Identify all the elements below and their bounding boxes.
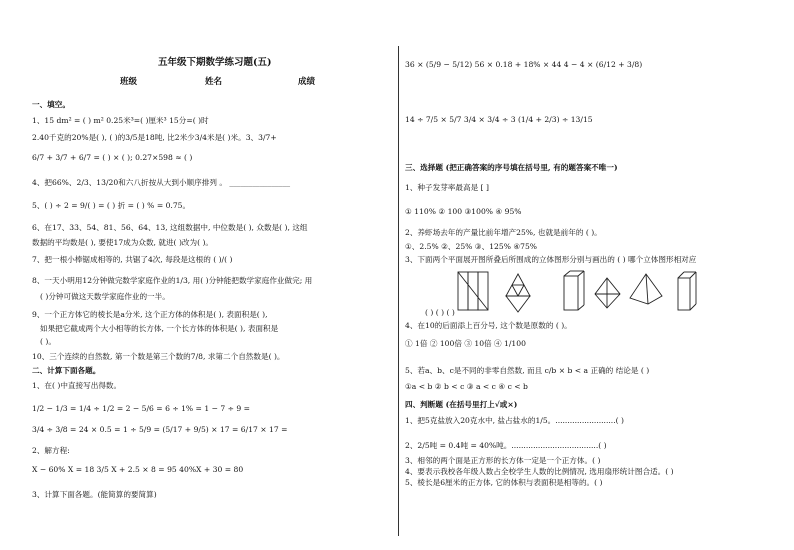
right-line: 1、种子发芽率最高是 [ ] [405,183,489,192]
left-line: 7、把一根小棒锯成相等的, 共锯了4次, 每段是这根的 ( )/( ) [32,255,233,264]
section-choice-heading: 三、选择题 (把正确答案的序号填在括号里, 有的题答案不唯一) [405,163,618,172]
name-label: 姓名 [205,77,223,87]
right-line: ①a < b ② b < c ③ a < c ④ c < b [405,382,528,391]
section-calc-heading: 二、计算下面各题。 [32,366,101,375]
right-line: ( ) ( ) ( ) [425,308,455,317]
left-line: 6/7 + 3/7 + 6/7 = ( ) × ( ); 0.27×598 ≈ ( ) [32,153,193,162]
left-line: ( )。 [40,337,56,346]
page-title: 五年级下期数学练习题(五) [158,57,272,68]
left-line: 3、计算下面各题。(能简算的要简算) [32,490,157,499]
left-line: 2、解方程: [32,446,70,455]
left-line: ( )分钟可做这天数学家庭作业的一半。 [40,292,170,301]
left-line: X − 60% X = 18 3/5 X + 2.5 × 8 = 95 40%X + 30 = 80 [32,465,244,474]
section-judge-heading: 四、判断题 (在括号里打上√或×) [405,400,518,409]
left-line: 如果把它截成两个大小相等的长方体, 一个长方体的体积是( ), 表面积是 [40,324,279,333]
right-line: 4、在10的后面添上百分号, 这个数是原数的 ( )。 [405,321,572,330]
left-line: 数据的平均数是( ), 要使17成为众数, 就进( )改为( )。 [32,238,214,247]
class-label: 班级 [120,77,138,87]
left-line: 8、一天小明用12分钟做完数学家庭作业的1/3, 用( )分钟能把数学家庭作业做完; 用 [32,276,313,285]
right-line: 4、要表示我校各年级人数占全校学生人数的比例情况, 选用扇形统计图合适。( ) [405,467,674,476]
left-line: 1/2 − 1/3 = 1/4 ÷ 1/2 = 2 − 5/6 = 6 ÷ 1% = 1 − 7 ÷ 9 = [32,404,250,413]
left-line: 9、一个正方体它的棱长是a分米, 这个正方体的体积是( ), 表面积是( ), [32,310,268,319]
right-line: 3、下面两个平面展开图所叠后所围成的立体图形分别与画出的 ( ) 哪个立体图形相对应 [405,255,697,264]
section-fill-heading: 一、填空。 [32,100,70,109]
right-line: 5、若a、b、c是不同的非零自然数, 而且 c/b × b < a 正确的 结论是 ( ) [405,366,650,375]
left-line: 1、15 dm² = ( ) m² 0.25米³=( )厘米³ 15分=( )时 [32,116,209,125]
right-line: 1、把5克盐放入20克水中, 盐占盐水的1/5。.........................( ) [405,416,624,425]
right-line: ① 1倍 ② 100倍 ③ 10倍 ④ 1/100 [405,339,526,348]
solid-figures-icon [452,268,712,316]
left-line: 10、三个连续的自然数, 第一个数是第三个数的7/8, 求第二个自然数是( )。 [32,352,285,361]
right-calc-line: 14 ÷ 7/5 × 5/7 3/4 × 3/4 ÷ 3 (1/4 + 2/3) ÷ 13/15 [405,115,593,124]
left-line: 4、把66%、2/3、13/20和六八折按从大到小顺序排列 。 ________________ [32,178,291,187]
left-line: 5、( ) ÷ 2 = 9/( ) = ( ) 折 = ( ) % = 0.75。 [32,201,191,210]
right-line: ①、2.5% ②、25% ③、125% ④75% [405,242,538,251]
right-line: 3、相邻的两个面是正方形的长方体一定是一个正方体。( ) [405,456,601,465]
right-line: 2、养虾场去年的产量比前年增产25%, 也就是前年的 ( )。 [405,228,602,237]
column-divider [398,46,399,536]
left-line: 1、在( )中直接写出得数。 [32,381,122,390]
left-line: 2.40千克的20%是( ), ( )的3/5是18吨, 比2米少3/4米是( )米。3、3/7+ [32,133,277,142]
left-line: 6、在17、33、54、81、56、64、13, 这组数据中, 中位数是( ), 众数是( ), 这组 [32,223,308,232]
right-line: 5、棱长是6厘米的正方体, 它的体积与表面积是相等的。( ) [405,478,603,487]
right-line: ① 110% ② 100 ③100% ④ 95% [405,207,522,216]
right-line: 2、2/5吨 = 0.4吨 = 40%吨。....................................( ) [405,441,607,450]
score-label: 成绩 [298,77,316,87]
right-calc-line: 36 × (5/9 − 5/12) 56 × 0.18 + 18% × 44 4 − 4 × (6/12 + 3/8) [405,60,643,69]
left-line: 3/4 ÷ 3/8 = 24 × 0.5 = 1 ÷ 5/9 = (5/17 + 9/5) × 17 = 6/17 × 17 = [32,425,288,434]
